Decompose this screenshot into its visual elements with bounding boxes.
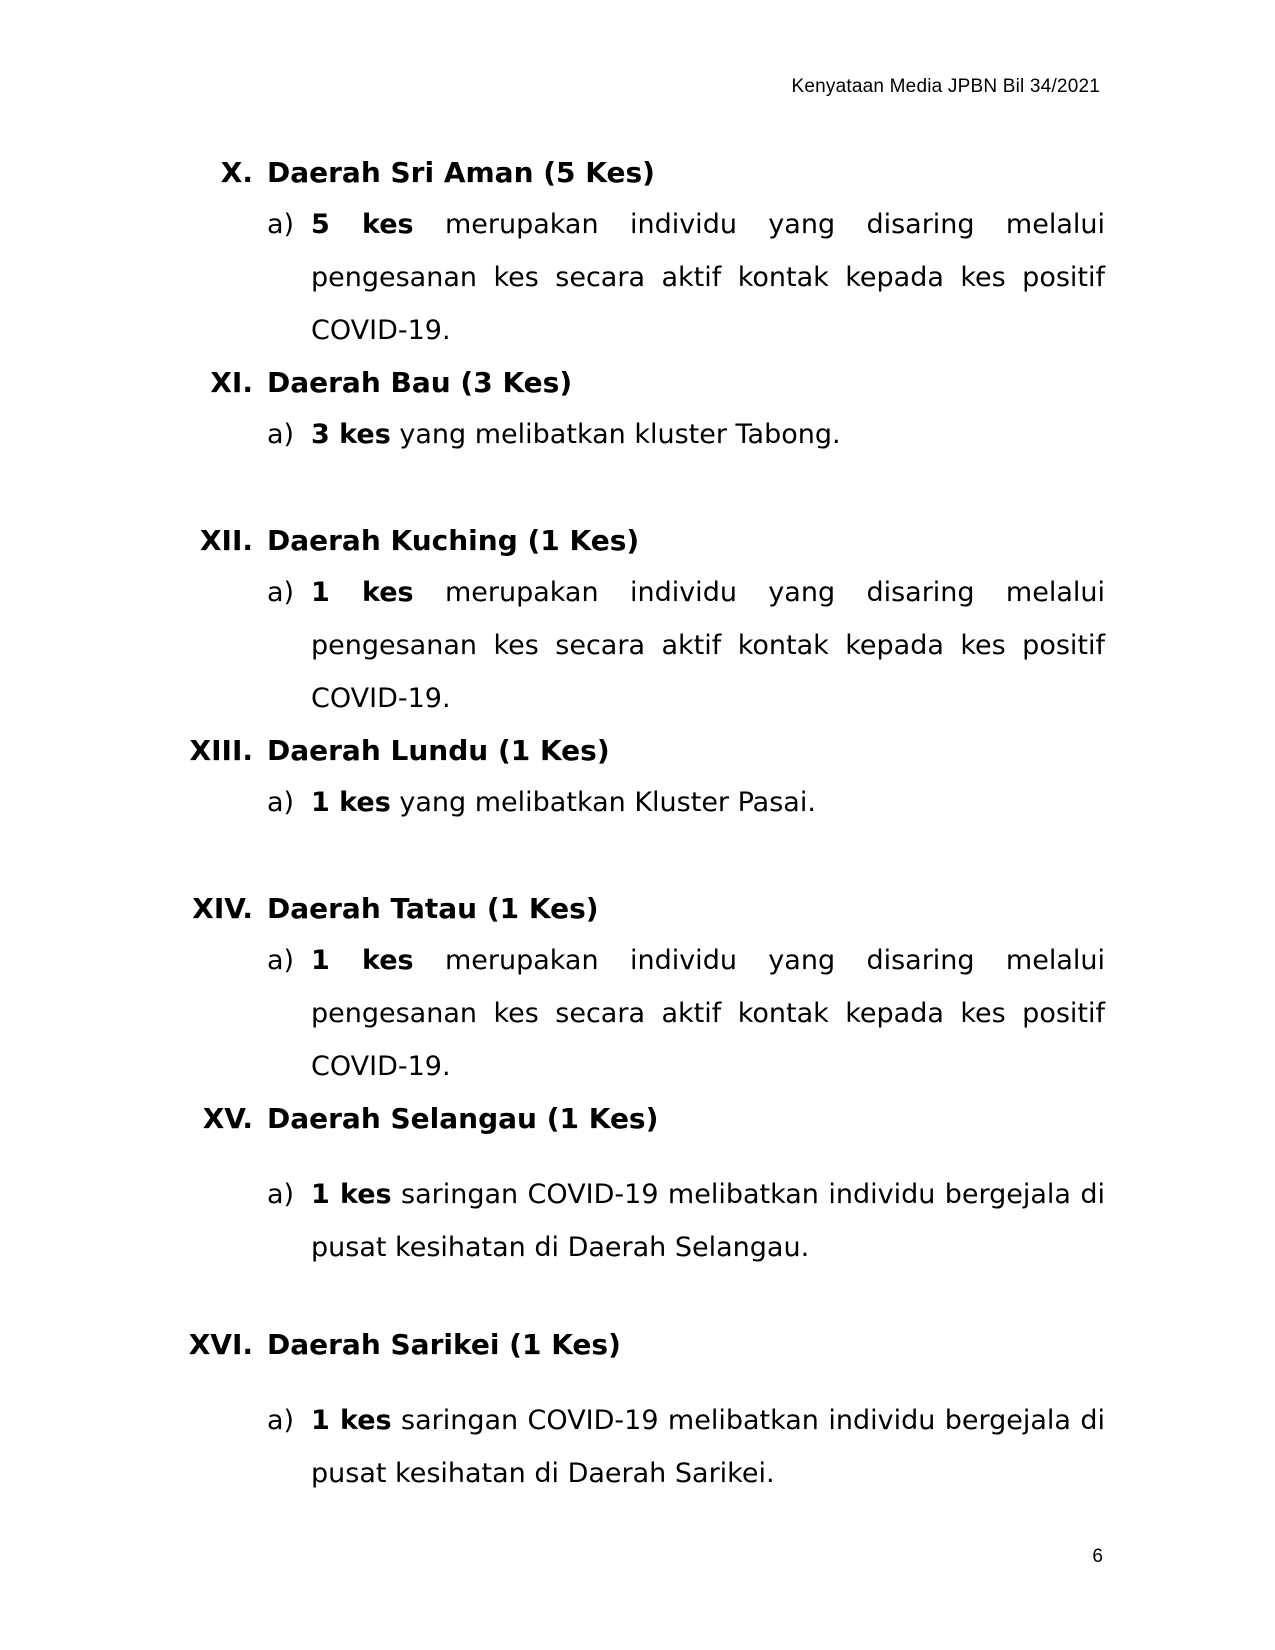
section-heading <box>0 524 1275 564</box>
section-numeral: XIV. <box>192 892 253 925</box>
item-label: a) <box>267 945 295 976</box>
section-selangau <box>0 1102 1275 1263</box>
item-label: a) <box>267 787 295 818</box>
section-heading <box>0 734 1275 774</box>
section-heading <box>0 892 1275 932</box>
section-title: Daerah Bau (3 Kes) <box>267 366 573 399</box>
section-numeral: XII. <box>199 524 253 557</box>
item-text <box>311 198 1105 357</box>
section-heading <box>0 1102 1275 1142</box>
item-label: a) <box>267 577 295 608</box>
item-bold: 1 kes <box>311 1405 392 1436</box>
item-body: yang melibatkan Kluster Pasai. <box>390 787 816 818</box>
section-numeral: X. <box>220 156 253 189</box>
section-sri-aman <box>0 156 1275 346</box>
section-title: Daerah Kuching (1 Kes) <box>267 524 640 557</box>
item-body: merupakan individu yang disaring melalui pengesanan kes secara aktif kontak kepada kes positif COVID-19. <box>311 209 1105 346</box>
item-label: a) <box>267 209 295 240</box>
item-body: saringan COVID-19 melibatkan individu bergejala di pusat kesihatan di Daerah Selangau. <box>311 1179 1105 1263</box>
item-body: saringan COVID-19 melibatkan individu bergejala di pusat kesihatan di Daerah Sarikei. <box>311 1405 1105 1489</box>
section-title: Daerah Sri Aman (5 Kes) <box>267 156 655 189</box>
section-numeral: XI. <box>210 366 253 399</box>
page-header: Kenyataan Media JPBN Bil 34/2021 <box>791 76 1100 97</box>
section-numeral: XVI. <box>188 1328 253 1361</box>
section-title: Daerah Lundu (1 Kes) <box>267 734 610 767</box>
section-title: Daerah Tatau (1 Kes) <box>267 892 599 925</box>
item-label: a) <box>267 1405 295 1436</box>
item-text <box>311 408 1105 461</box>
section-tatau <box>0 892 1275 1082</box>
item-bold: 3 kes <box>311 419 391 450</box>
section-heading <box>0 366 1275 406</box>
item-body: yang melibatkan kluster Tabong. <box>390 419 841 450</box>
item-text <box>311 566 1105 725</box>
section-heading <box>0 156 1275 196</box>
item-text <box>311 934 1105 1093</box>
section-sarikei <box>0 1328 1275 1489</box>
item-body: merupakan individu yang disaring melalui pengesanan kes secara aktif kontak kepada kes positif COVID-19. <box>311 945 1105 1082</box>
page-number: 6 <box>1092 1546 1103 1567</box>
section-kuching <box>0 524 1275 714</box>
item-text <box>311 1168 1105 1274</box>
item-text <box>311 1394 1105 1500</box>
section-title: Daerah Selangau (1 Kes) <box>267 1102 659 1135</box>
item-bold: 5 kes <box>311 209 414 240</box>
item-bold: 1 kes <box>311 787 391 818</box>
section-lundu <box>0 734 1275 818</box>
section-bau <box>0 366 1275 450</box>
item-bold: 1 kes <box>311 577 414 608</box>
item-bold: 1 kes <box>311 1179 392 1210</box>
item-body: merupakan individu yang disaring melalui pengesanan kes secara aktif kontak kepada kes positif COVID-19. <box>311 577 1105 714</box>
section-heading <box>0 1328 1275 1368</box>
item-bold: 1 kes <box>311 945 414 976</box>
item-text <box>311 776 1105 829</box>
item-label: a) <box>267 1179 295 1210</box>
section-numeral: XIII. <box>189 734 253 767</box>
section-numeral: XV. <box>202 1102 253 1135</box>
section-title: Daerah Sarikei (1 Kes) <box>267 1328 621 1361</box>
item-label: a) <box>267 419 295 450</box>
